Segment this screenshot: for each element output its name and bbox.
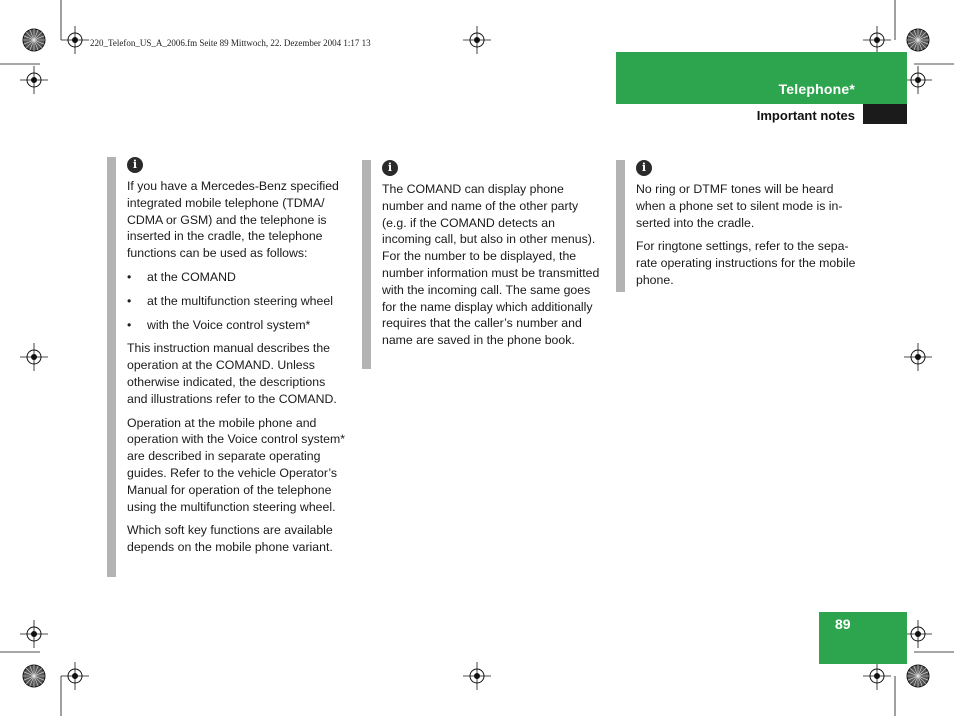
list-item: • at the COMAND — [127, 269, 349, 286]
chapter-title: Telephone* — [778, 81, 855, 97]
note-side-bar — [616, 160, 625, 292]
info-icon: i — [127, 157, 143, 173]
note-paragraph: No ring or DTMF tones will be heard when a phone set to silent mode is in-serted into the cradle. — [636, 182, 843, 230]
note-paragraph: The COMAND can display phone number and name of the other party (e.g. if the COMAND detects an incoming call, but also in other menus). For the number to be displayed, the number information must be transmitted with the incoming call. The same goes for the name display which additionally requires that the caller’s number and name are saved in the phone book. — [382, 182, 600, 348]
list-item: • at the multifunction steering wheel — [127, 293, 349, 310]
note-paragraph: Which soft key functions are available depends on the mobile phone variant. — [127, 523, 333, 555]
note-paragraph: This instruction manual describes the operation at the COMAND. Unless otherwise indicated, the descriptions and illustrations refer to the COMAND. — [127, 341, 337, 406]
bullet-list — [127, 269, 349, 333]
note-content — [127, 157, 349, 563]
section-header — [616, 104, 907, 124]
note-side-bar — [107, 157, 116, 577]
file-info-header: 220_Telefon_US_A_2006.fm Seite 89 Mittwoch, 22. Dezember 2004 1:17 13 — [90, 38, 371, 48]
list-item: • with the Voice control system* — [127, 317, 349, 334]
page-number-box — [819, 612, 907, 664]
info-icon: i — [382, 160, 398, 176]
chapter-header-box — [616, 52, 907, 104]
note-content — [382, 160, 604, 356]
note-paragraph: If you have a Mercedes-Benz specified integrated mobile telephone (TDMA/ CDMA or GSM) and the telephone is inserted in the cradle, the telephone functions can be used as follows: — [127, 179, 339, 261]
note-paragraph: Operation at the mobile phone and operation with the Voice control system* are described in separate operating guides. Refer to the vehicle Operator’s Manual for operation of the telephone using the multifunction steering wheel. — [127, 415, 346, 514]
note-side-bar — [362, 160, 371, 369]
note-content — [636, 160, 858, 296]
note-paragraph: For ringtone settings, refer to the sepa-rate operating instructions for the mobile phone. — [636, 239, 856, 287]
page-number: 89 — [835, 616, 851, 632]
section-title: Important notes — [756, 108, 855, 123]
section-tab-marker — [863, 104, 907, 124]
info-icon: i — [636, 160, 652, 176]
